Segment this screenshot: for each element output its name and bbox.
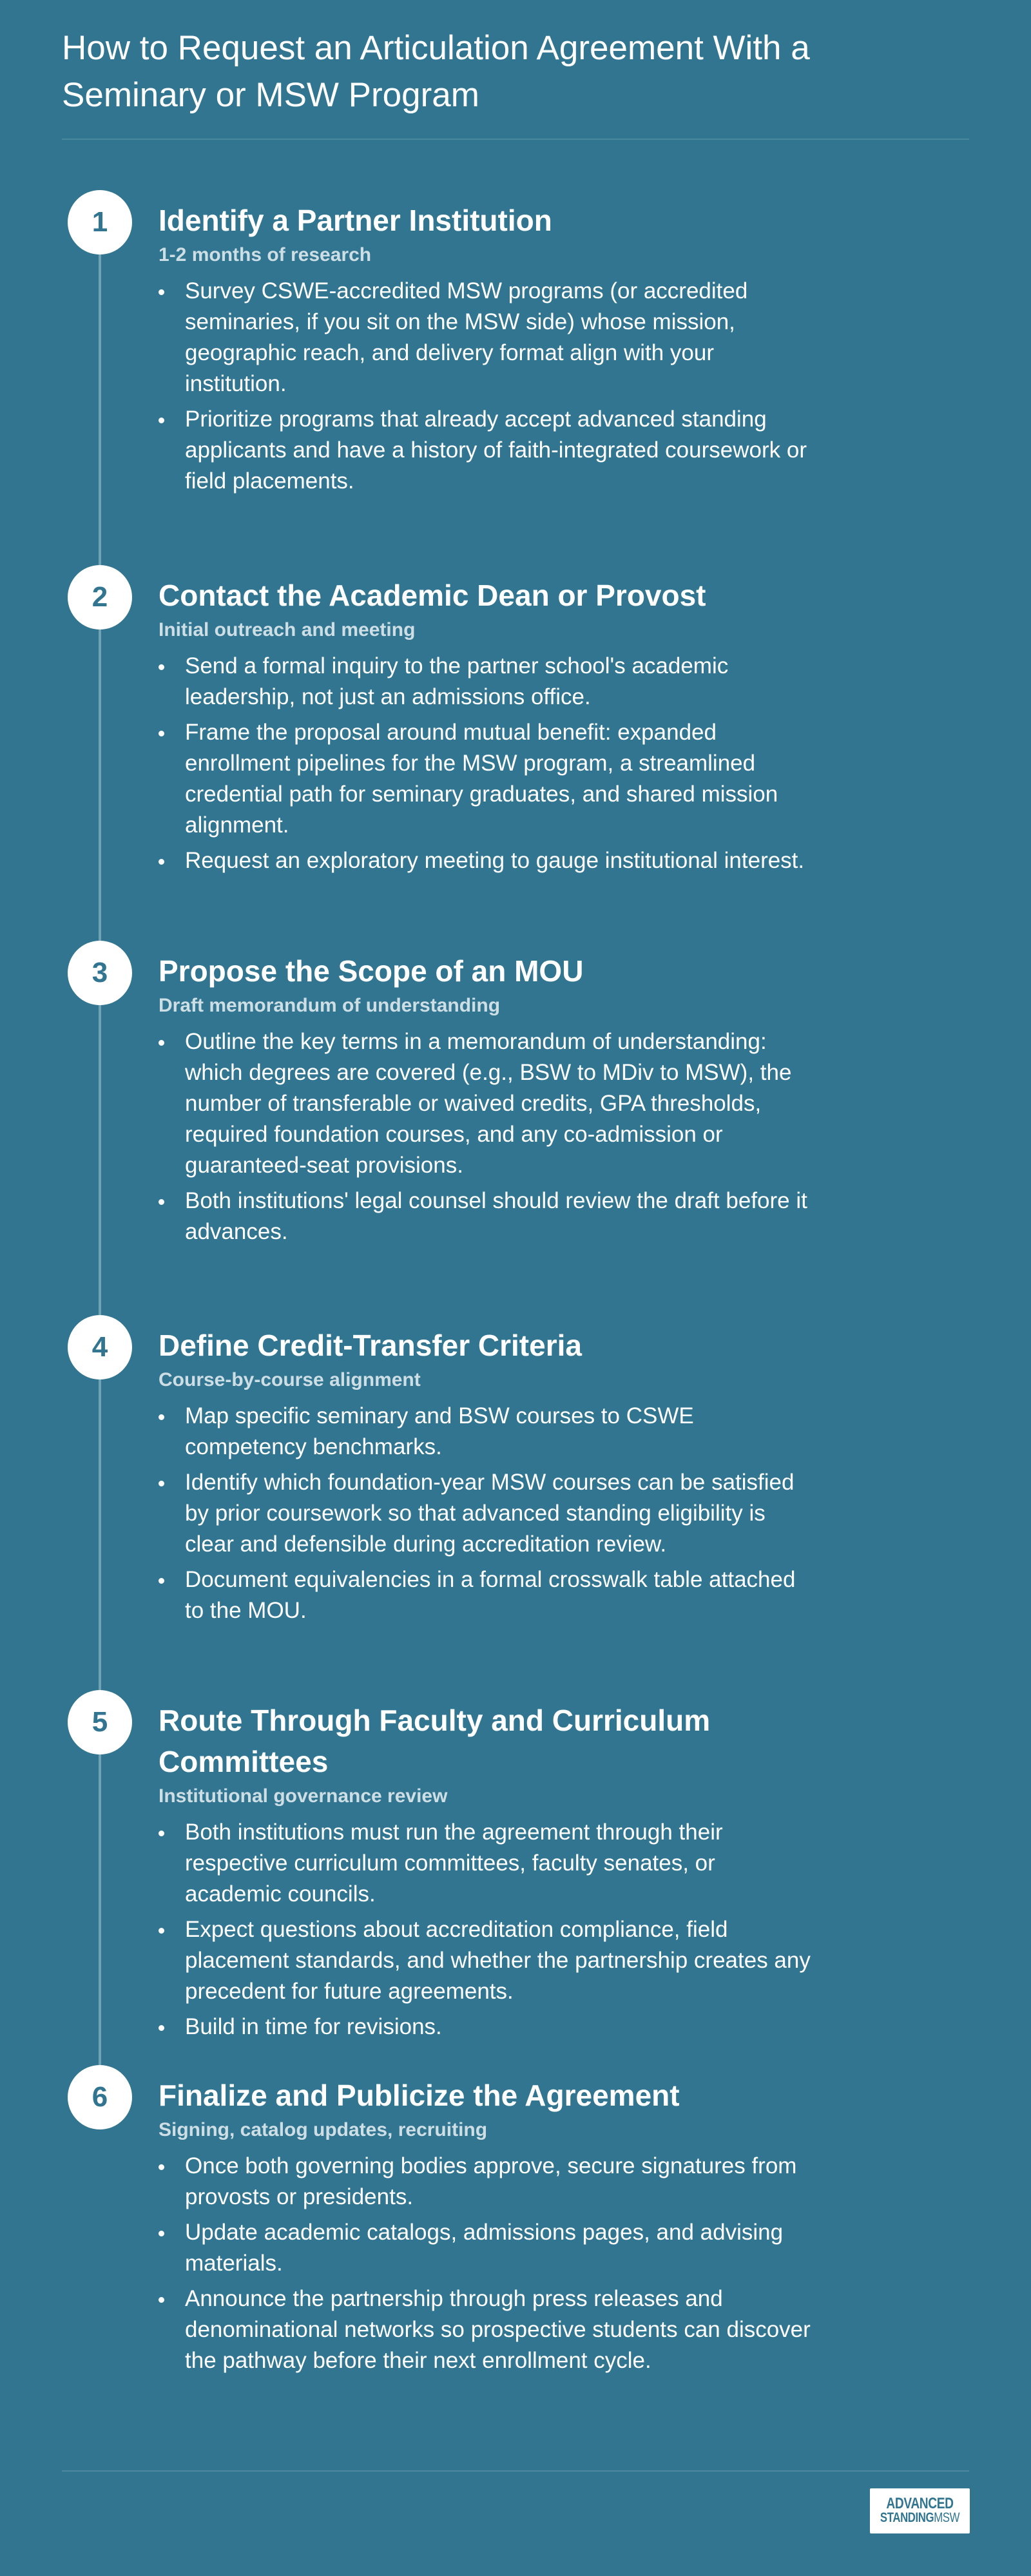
step-number-badge: 4 [68,1315,132,1379]
step-number-badge: 1 [68,190,132,255]
step-content [159,565,880,881]
bullet-item: Outline the key terms in a memorandum of understanding: which degrees are covered (e.g., BSW to MDiv to MSW), the number of transferable or waived credits, GPA thresholds, required foundation courses, and any co-admission or guaranteed-seat provisions. [159,1026,816,1181]
step-title: Define Credit-Transfer Criteria [159,1329,582,1362]
step-bullet-list [159,1817,816,2043]
step-subtitle: Institutional governance review [159,1785,448,1807]
header-divider [62,139,969,140]
step-bullet-list [159,276,816,497]
timeline-line [99,222,101,2101]
step-content [159,1315,880,1631]
step-title: Route Through Faculty and Curriculum Committees [159,1704,711,1778]
step-bullet-list [159,1026,816,1247]
step-subtitle: Signing, catalog updates, recruiting [159,2119,488,2140]
advanced-standing-msw-logo[interactable] [870,2488,970,2533]
logo-text-bold: STANDING [880,2510,934,2525]
logo-text-light: MSW [934,2510,960,2525]
step-subtitle: 1-2 months of research [159,244,372,265]
step-content [159,190,880,501]
logo-text-line2 [880,2511,960,2525]
step-number-badge: 6 [68,2065,132,2129]
bullet-item: Prioritize programs that already accept advanced standing applicants and have a history of faith-integrated coursework or field placements. [159,404,816,497]
step-subtitle: Initial outreach and meeting [159,619,416,640]
step-subtitle: Course-by-course alignment [159,1369,421,1390]
bullet-item: Update academic catalogs, admissions pages, and advising materials. [159,2217,816,2279]
step-number-badge: 5 [68,1690,132,1754]
page-title: How to Request an Articulation Agreement With a Seminary or MSW Program [62,29,810,114]
bullet-item: Both institutions' legal counsel should review the draft before it advances. [159,1186,816,1247]
bullet-item: Both institutions must run the agreement through their respective curriculum committees, faculty senates, or academic councils. [159,1817,816,1910]
step-title: Finalize and Publicize the Agreement [159,2079,680,2112]
step-number-badge: 3 [68,941,132,1005]
step-title: Identify a Partner Institution [159,204,552,237]
bullet-item: Survey CSWE-accredited MSW programs (or accredited seminaries, if you sit on the MSW side) whose mission, geographic reach, and delivery format align with your institution. [159,276,816,399]
bullet-item: Map specific seminary and BSW courses to CSWE competency benchmarks. [159,1401,816,1463]
step-subtitle: Draft memorandum of understanding [159,995,501,1016]
bullet-item: Expect questions about accreditation compliance, field placement standards, and whether the partnership creates any precedent for future agreements. [159,1914,816,2007]
bullet-item: Request an exploratory meeting to gauge institutional interest. [159,845,816,876]
bullet-item: Once both governing bodies approve, secure signatures from provosts or presidents. [159,2151,816,2213]
step-number-badge: 2 [68,565,132,630]
bullet-item: Frame the proposal around mutual benefit: expanded enrollment pipelines for the MSW program, a streamlined credential path for seminary graduates, and shared mission alignment. [159,717,816,841]
step-content [159,1690,880,2047]
step-content [159,2065,880,2381]
bullet-item: Identify which foundation-year MSW courses can be satisfied by prior coursework so that advanced standing eligibility is clear and defensible during accreditation review. [159,1467,816,1560]
step-bullet-list [159,2151,816,2376]
step-bullet-list [159,1401,816,1626]
logo-text-line1: ADVANCED [886,2495,954,2512]
step-bullet-list [159,651,816,876]
step-title: Propose the Scope of an MOU [159,954,584,988]
bullet-item: Document equivalencies in a formal crosswalk table attached to the MOU. [159,1564,816,1626]
step-content [159,941,880,1252]
bullet-item: Build in time for revisions. [159,2012,816,2043]
bullet-item: Announce the partnership through press releases and denominational networks so prospective students can discover the pathway before their next enrollment cycle. [159,2283,816,2376]
footer-divider [62,2470,969,2472]
step-title: Contact the Academic Dean or Provost [159,579,706,612]
bullet-item: Send a formal inquiry to the partner school's academic leadership, not just an admissions office. [159,651,816,713]
